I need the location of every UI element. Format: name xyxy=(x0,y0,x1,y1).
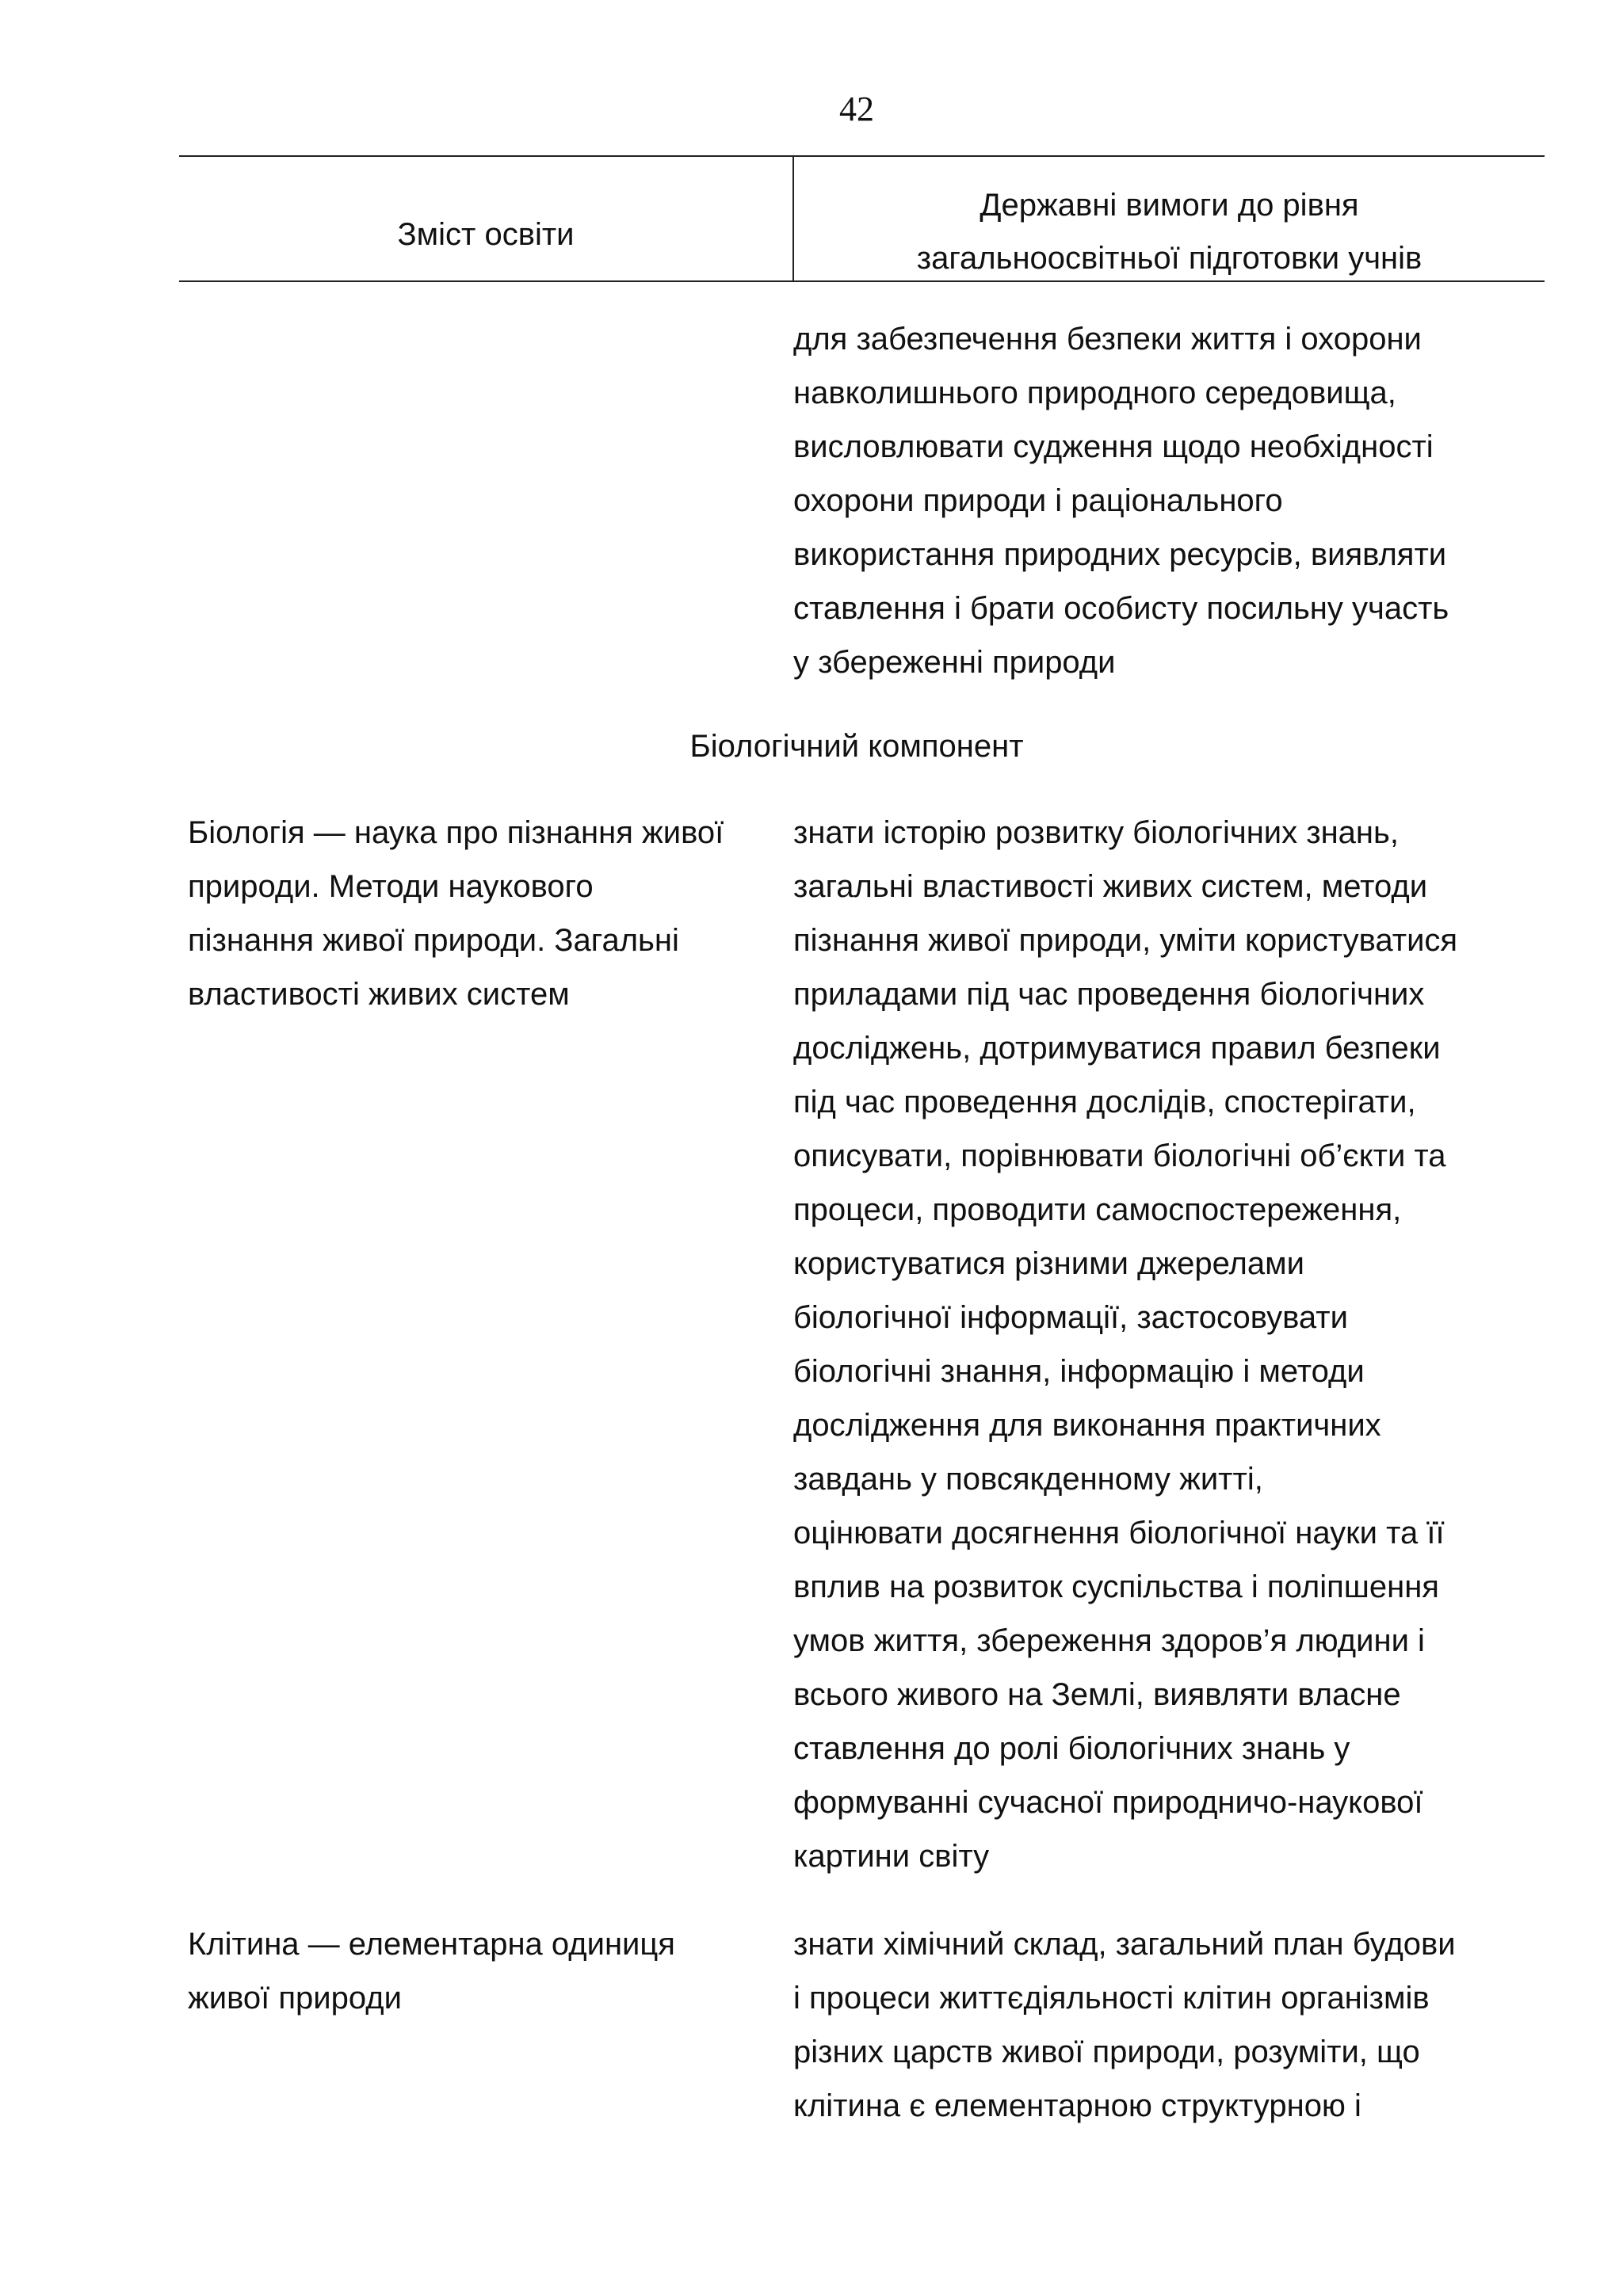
text-line: властивості живих систем xyxy=(188,977,570,1012)
text-line: знати історію розвитку біологічних знань, xyxy=(793,815,1399,850)
text-line: клітина є елементарною структурною і xyxy=(793,2088,1361,2123)
header-requirements-column xyxy=(794,179,1545,285)
header-content-column: Зміст освіти xyxy=(397,217,575,252)
text-line: формуванні сучасної природничо-наукової xyxy=(793,1785,1423,1820)
continuation-requirements xyxy=(793,312,1449,689)
text-line: дослідження для виконання практичних xyxy=(793,1408,1381,1443)
text-line: Біологія — наука про пізнання живої xyxy=(188,815,724,850)
row-content-cell xyxy=(188,806,724,1021)
text-line: біологічні знання, інформацію і методи xyxy=(793,1354,1365,1389)
text-line: ставлення і брати особисту посильну участь xyxy=(793,591,1449,626)
text-line: живої природи xyxy=(188,1981,402,2016)
row-requirements-cell xyxy=(793,1917,1456,2133)
text-line: під час проведення дослідів, спостерігати, xyxy=(793,1085,1416,1119)
section-title: Біологічний компонент xyxy=(689,729,1024,764)
text-line: знати хімічний склад, загальний план будови xyxy=(793,1927,1456,1962)
table-header-bottom-rule xyxy=(179,280,1545,282)
row-requirements-cell xyxy=(793,806,1457,1883)
text-line: природи. Методи наукового xyxy=(188,869,594,904)
text-line: завдань у повсякденному житті, xyxy=(793,1462,1263,1497)
text-line: для забезпечення безпеки життя і охорони xyxy=(793,322,1422,357)
text-line: описувати, порівнювати біологічні об’єкти та xyxy=(793,1138,1446,1173)
text-line: біологічної інформації, застосовувати xyxy=(793,1300,1348,1335)
text-line: ставлення до ролі біологічних знань у xyxy=(793,1731,1350,1766)
text-line: Клітина — елементарна одиниця xyxy=(188,1927,675,1962)
text-line: процеси, проводити самоспостереження, xyxy=(793,1192,1402,1227)
table-header-top-rule xyxy=(179,155,1545,157)
text-line: картини світу xyxy=(793,1839,990,1874)
header-requirements-line: загальноосвітньої підготовки учнів xyxy=(916,241,1423,276)
text-line: пізнання живої природи, уміти користуватися xyxy=(793,923,1458,958)
text-line: вплив на розвиток суспільства і поліпшення xyxy=(793,1569,1439,1604)
text-line: висловлювати судження щодо необхідності xyxy=(793,429,1434,464)
text-line: різних царств живої природи, розуміти, що xyxy=(793,2035,1420,2069)
text-line: у збереженні природи xyxy=(793,645,1116,680)
text-line: умов життя, збереження здоров’я людини і xyxy=(793,1623,1425,1658)
text-line: досліджень, дотримуватися правил безпеки xyxy=(793,1031,1441,1066)
text-line: охорони природи і раціонального xyxy=(793,483,1283,518)
text-line: оцінювати досягнення біологічної науки та її xyxy=(793,1516,1445,1550)
text-line: навколишнього природного середовища, xyxy=(793,376,1396,410)
page-number: 42 xyxy=(839,90,874,128)
text-line: і процеси життєдіяльності клітин організмів xyxy=(793,1981,1430,2016)
text-line: всього живого на Землі, виявляти власне xyxy=(793,1677,1401,1712)
row-content-cell xyxy=(188,1917,675,2025)
text-line: пізнання живої природи. Загальні xyxy=(188,923,679,958)
text-line: приладами під час проведення біологічних xyxy=(793,977,1425,1012)
header-requirements-line: Державні вимоги до рівня xyxy=(980,188,1359,223)
text-line: загальні властивості живих систем, методи xyxy=(793,869,1428,904)
text-line: використання природних ресурсів, виявляти xyxy=(793,537,1447,572)
text-line: користуватися різними джерелами xyxy=(793,1246,1304,1281)
